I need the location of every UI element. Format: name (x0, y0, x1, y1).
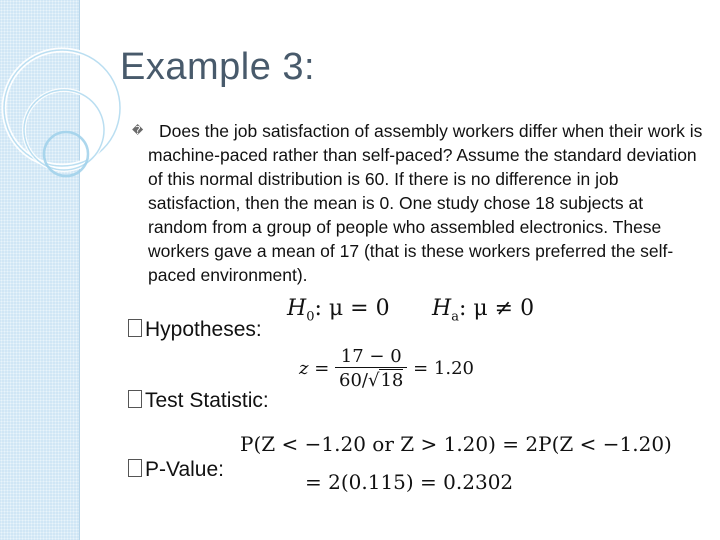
alternative-hypothesis: $H_a$: μ ≠ 0 (432, 296, 535, 325)
ring-inner-blue (24, 90, 104, 170)
test-statistic-label: Test Statistic: (145, 389, 269, 412)
ring-outer-blue (4, 50, 120, 166)
p-value-label: P-Value: (145, 458, 224, 481)
bullet-test-statistic (128, 389, 269, 413)
bullet-box-icon (128, 459, 142, 477)
slide-title: Example 3: (120, 46, 316, 88)
bullet-p-value (128, 458, 224, 482)
z-fraction: $\frac{17 - 0}{60/√18}$ (335, 346, 407, 391)
paragraph-bullet-icon: � (132, 125, 144, 137)
hypotheses-label: Hypotheses: (145, 318, 262, 341)
z-statistic-formula: z = $\frac{17 - 0}{60/√18}$ = 1.20 (299, 346, 475, 391)
bullet-box-icon (128, 319, 142, 337)
problem-paragraph: Does the job satisfaction of assembly workers differ when their work is machine-paced rather than self-paced? Assume the standard deviation of this normal distribution is 60. If there is no difference in job satisfaction, then the mean is 0. One study chose 18 subjects at random from a group of people who assembled electronics. These workers gave a mean of 17 (that is these workers preferred the self-paced environment). (148, 121, 703, 285)
p-value-formula-line1: P(Z < −1.20 or Z > 1.20) = 2P(Z < −1.20) (240, 432, 672, 456)
p-value-formula-line2: = 2(0.115) = 0.2302 (305, 470, 514, 494)
bullet-box-icon (128, 390, 142, 408)
null-hypothesis: $H_0$: μ = 0 (287, 296, 390, 325)
bullet-hypotheses (128, 318, 262, 342)
